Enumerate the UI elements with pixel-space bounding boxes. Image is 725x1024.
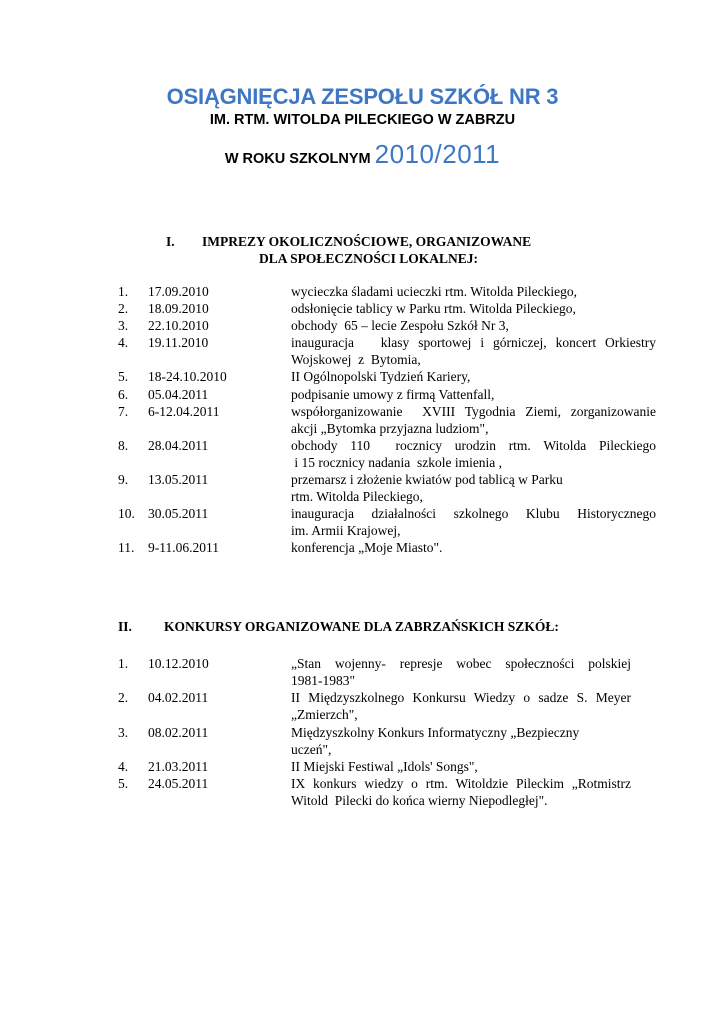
item-description-line: akcji „Bytomka przyjazna ludziom", [291, 420, 489, 436]
section1-number: I. [166, 234, 175, 249]
item-number: 1. [118, 656, 129, 671]
item-description-line: obchody 65 – lecie Zespołu Szkół Nr 3, [291, 318, 509, 334]
item-number: 11. [118, 540, 135, 555]
item-number: 6. [118, 386, 129, 402]
item-description-line: IX konkurs wiedzy o rtm. Witoldzie Pileckim „Rotmistrz [291, 776, 631, 792]
item-description-line: przemarsz i złożenie kwiatów pod tablicą w Parku [291, 471, 563, 487]
item-date: 17.09.2010 [148, 284, 209, 299]
document-subtitle: IM. RTM. WITOLDA PILECKIEGO W ZABRZU [209, 112, 516, 128]
item-description-line: konferencja „Moje Miasto". [291, 540, 443, 555]
item-number: 5. [118, 776, 129, 792]
item-description-line: uczeń", [291, 741, 332, 757]
item-description-line: inauguracja klasy sportowej i górniczej, koncert Orkiestry [291, 335, 656, 351]
item-date: 13.05.2011 [148, 471, 209, 487]
item-number: 9. [118, 471, 129, 487]
item-number: 8. [118, 437, 129, 453]
item-date: 28.04.2011 [148, 437, 209, 453]
item-number: 7. [118, 403, 129, 419]
school-year-line [0, 139, 725, 170]
item-number: 4. [118, 335, 129, 351]
item-description-line: odsłonięcie tablicy w Parku rtm. Witolda Pileckiego, [291, 301, 576, 317]
item-description-line: Międzyszkolny Konkurs Informatyczny „Bezpieczny [291, 724, 580, 740]
item-description-line: Wojskowej z Bytomia, [291, 352, 421, 368]
item-description-line: i 15 rocznicy nadania szkole imienia , [291, 454, 503, 470]
item-date: 9-11.06.2011 [148, 540, 219, 555]
item-description-line: wycieczka śladami ucieczki rtm. Witolda Pileckiego, [291, 284, 577, 299]
item-description-line: „Zmierzch", [291, 707, 358, 723]
item-number: 3. [118, 318, 129, 334]
school-year: 2010/2011 [374, 139, 501, 169]
section2-number: II. [118, 619, 132, 634]
item-date: 05.04.2011 [148, 386, 209, 402]
item-number: 5. [118, 369, 129, 385]
document-title: OSIĄGNIĘCJA ZESPOŁU SZKÓŁ NR 3 [166, 84, 559, 109]
item-description-line: im. Armii Krajowej, [291, 522, 401, 538]
item-description-line: podpisanie umowy z firmą Vattenfall, [291, 386, 495, 402]
item-description-line: „Stan wojenny- represje wobec społeczności polskiej [291, 656, 631, 671]
item-description-line: II Ogólnopolski Tydzień Kariery, [291, 369, 471, 385]
item-date: 04.02.2011 [148, 690, 209, 706]
section1-heading-line1: IMPREZY OKOLICZNOŚCIOWE, ORGANIZOWANE [202, 234, 532, 249]
item-date: 10.12.2010 [148, 656, 209, 671]
item-description-line: II Międzyszkolnego Konkursu Wiedzy o sadze S. Meyer [291, 690, 631, 706]
item-description-line: inauguracja działalności szkolnego Klubu Historycznego [291, 505, 656, 521]
section2-heading-text: KONKURSY ORGANIZOWANE DLA ZABRZAŃSKICH SZKÓŁ: [164, 619, 559, 634]
item-description-line: obchody 110 rocznicy urodzin rtm. Witolda Pileckiego [291, 437, 656, 453]
item-date: 19.11.2010 [148, 335, 209, 351]
item-date: 08.02.2011 [148, 724, 209, 740]
item-number: 1. [118, 284, 129, 299]
item-date: 22.10.2010 [148, 318, 209, 334]
item-number: 3. [118, 724, 129, 740]
item-description-line: współorganizowanie XVIII Tygodnia Ziemi, zorganizowanie [291, 403, 656, 419]
item-number: 4. [118, 758, 129, 774]
item-date: 24.05.2011 [148, 776, 209, 792]
item-date: 18-24.10.2010 [148, 369, 227, 385]
section1-heading-line2: DLA SPOŁECZNOŚCI LOKALNEJ: [259, 251, 479, 266]
item-description-line: rtm. Witolda Pileckiego, [291, 488, 423, 504]
item-date: 21.03.2011 [148, 758, 209, 774]
item-date: 18.09.2010 [148, 301, 209, 317]
school-year-prefix: W ROKU SZKOLNYM [224, 151, 371, 167]
item-date: 6-12.04.2011 [148, 403, 220, 419]
item-number: 10. [118, 505, 135, 521]
item-number: 2. [118, 690, 129, 706]
item-description-line: 1981-1983" [291, 673, 356, 688]
item-description-line: Witold Pilecki do końca wierny Niepodległej". [291, 793, 548, 809]
item-description-line: II Miejski Festiwal „Idols' Songs", [291, 758, 478, 774]
item-number: 2. [118, 301, 129, 317]
item-date: 30.05.2011 [148, 505, 209, 521]
